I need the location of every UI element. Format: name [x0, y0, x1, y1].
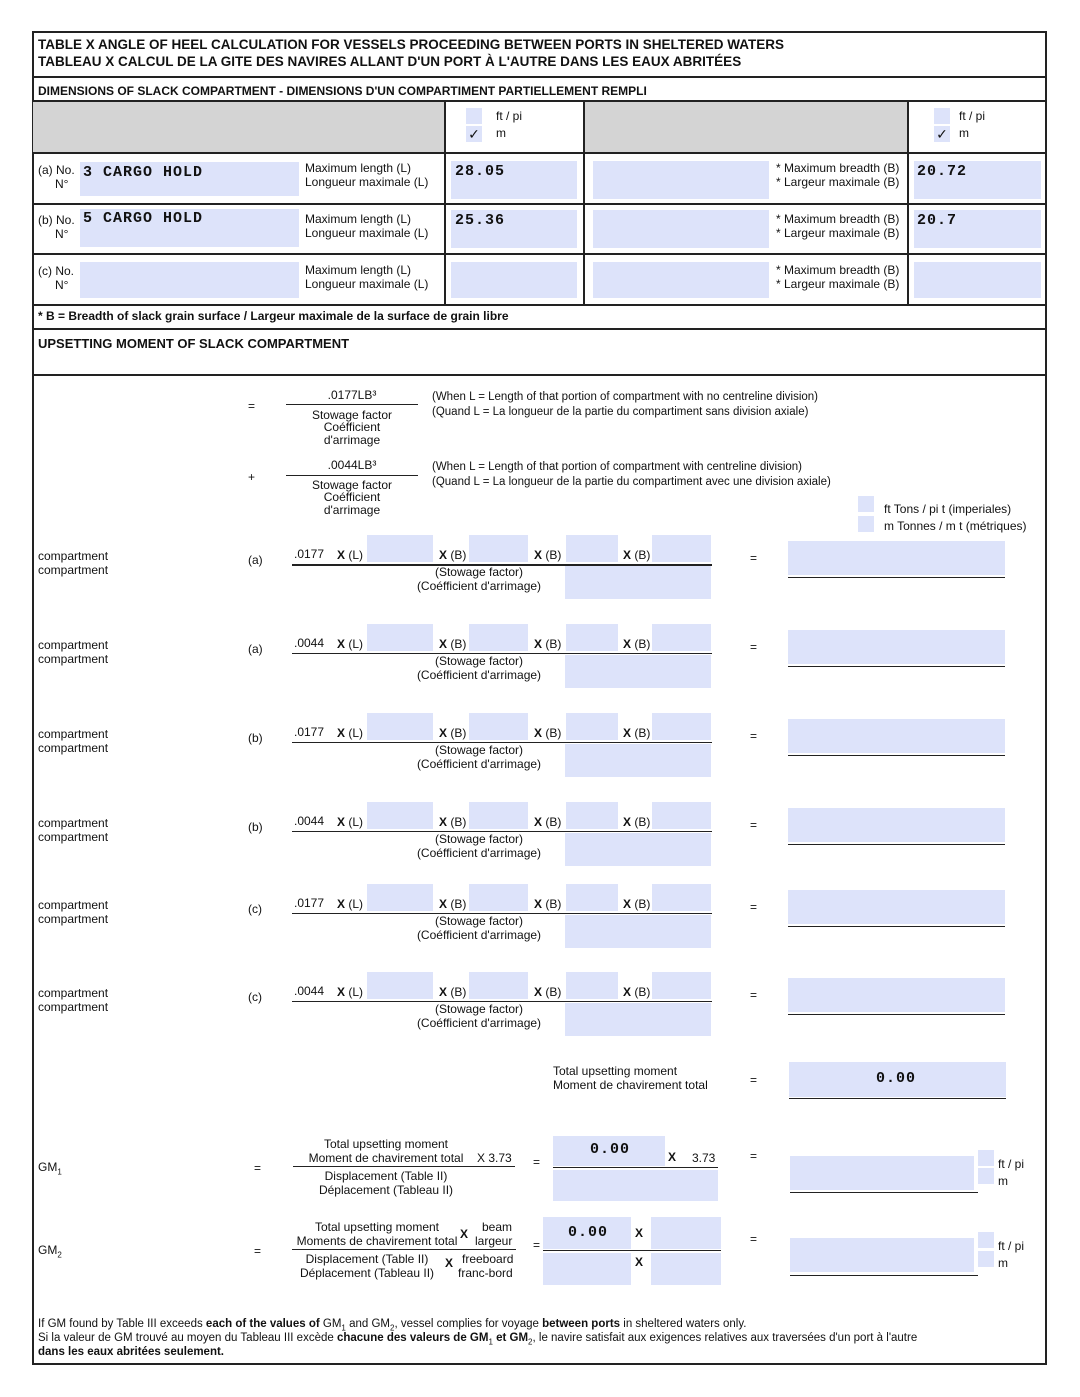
breadth-input[interactable] [566, 884, 618, 911]
max-length-label: Maximum length (L) [305, 161, 412, 175]
equals-sign: = [750, 988, 758, 1002]
compartment-no-value: 3 CARGO HOLD [83, 164, 204, 181]
equals-sign: = [750, 900, 758, 914]
length-input[interactable] [367, 624, 433, 651]
max-breadth-label-fr: * Largeur maximale (B) [776, 175, 900, 189]
max-length-label: Maximum length (L) [305, 212, 412, 226]
multiply-x: X [635, 1255, 644, 1269]
fraction-bar [292, 1249, 516, 1250]
length-field-c[interactable] [451, 262, 577, 298]
compartment-label: compartment [38, 549, 109, 563]
length-input[interactable] [367, 884, 433, 911]
breadth-input[interactable] [652, 713, 711, 740]
unit-m-label: m [959, 126, 969, 140]
length-input[interactable] [367, 972, 433, 999]
breadth-input[interactable] [469, 884, 528, 911]
unit-ft-label: ft / pi [959, 109, 986, 123]
breadth-input[interactable] [566, 972, 618, 999]
stowage-en: Stowage factor [311, 408, 393, 422]
breadth-input[interactable] [469, 713, 528, 740]
row-letter: (a) [248, 642, 263, 656]
x-b-label: X (B) [439, 637, 467, 651]
x-b-label: X (B) [534, 548, 562, 562]
equals-sign: = [533, 1238, 541, 1252]
equals-sign: = [750, 640, 758, 654]
gm-den-fr: Déplacement (Tableau II) [299, 1266, 435, 1280]
header-shade [585, 102, 907, 152]
footer-line2: Si la valeur de GM trouvé au moyen du Tableau III excède chacune des valeurs de $GM_1$ et $GM_2$, le navire satisfait aux exigences relatives aux traversées d'un port à l'autre [38, 1332, 918, 1347]
answer-line [788, 926, 1005, 927]
gm2-beam-field[interactable] [651, 1217, 721, 1249]
stowage-factor-label-fr: (Coéfficient d'arrimage) [416, 579, 542, 593]
multiply-x: X [445, 1256, 454, 1270]
answer-line [788, 844, 1005, 845]
note1-fr: (Quand L = La longueur de la partie du compartiment sans division axiale) [432, 406, 809, 418]
units-metric-label: m Tonnes / m t (métriques) [884, 519, 1027, 533]
stowage-factor-label: (Stowage factor) [434, 914, 524, 928]
stowage-factor-input[interactable] [565, 1003, 711, 1036]
compartment-label: compartment [38, 563, 109, 577]
breadth-input[interactable] [469, 972, 528, 999]
fraction-bar [286, 404, 418, 405]
coefficient: .0044 [294, 984, 325, 998]
stowage-factor-input[interactable] [565, 655, 711, 688]
row-letter: (b) [248, 731, 263, 745]
stowage-factor-label: (Stowage factor) [434, 565, 524, 579]
x-b-label: X (B) [534, 897, 562, 911]
row-letter: (b) [248, 820, 263, 834]
footer-line1: If GM found by Table III exceeds each of the values of $GM_1$ and $GM_2$, vessel complies for voyage between ports in sheltered waters only. [38, 1318, 747, 1333]
breadth-input[interactable] [566, 802, 618, 829]
row-no-fr: N° [55, 278, 69, 292]
gm2-unit-ft: ft / pi [998, 1239, 1025, 1253]
row-result-field[interactable] [788, 541, 1005, 575]
stowage-factor-label: (Stowage factor) [434, 743, 524, 757]
equals-sign: = [533, 1155, 541, 1169]
gm1-label: $GM_1$ [38, 1160, 62, 1177]
stowage-factor-label-fr: (Coéfficient d'arrimage) [416, 846, 542, 860]
compartment-label: compartment [38, 830, 109, 844]
max-length-label-fr: Longueur maximale (L) [305, 277, 429, 291]
equals-sign: = [254, 1244, 262, 1258]
breadth-field-c[interactable] [914, 262, 1041, 298]
extra-field-b[interactable] [593, 210, 769, 248]
x-b-label: X (B) [534, 637, 562, 651]
x-b-label: X (B) [623, 985, 651, 999]
gm-den-fr: Déplacement (Tableau II) [318, 1183, 454, 1197]
gm2-displacement-field[interactable] [543, 1253, 631, 1285]
stowage-en: Stowage factor [311, 478, 393, 492]
breadth-input[interactable] [566, 624, 618, 651]
breadth-input[interactable] [652, 802, 711, 829]
row-result-field[interactable] [788, 719, 1005, 753]
row-letter: (c) [248, 990, 262, 1004]
formula2-numerator: .0044LB³ [327, 458, 377, 472]
note2-en: (When L = Length of that portion of compartment with centreline division) [432, 461, 803, 473]
stowage-factor-label: (Stowage factor) [434, 654, 524, 668]
gm2-result-field[interactable] [790, 1238, 974, 1272]
coefficient: .0177 [294, 725, 325, 739]
gm-num-en: Total upsetting moment [314, 1220, 440, 1234]
title-en: TABLE X ANGLE OF HEEL CALCULATION FOR VESSELS PROCEEDING BETWEEN PORTS IN SHELTERED WATERS [38, 37, 785, 52]
footer-line3: dans les eaux abritées seulement. [38, 1346, 225, 1358]
gm2-unit-m: m [998, 1256, 1008, 1270]
breadth-input[interactable] [652, 535, 711, 562]
multiply-x: X [668, 1150, 677, 1164]
x-b-label: X (B) [534, 726, 562, 740]
beam-fr: largeur [475, 1234, 513, 1248]
dimensions-heading: DIMENSIONS OF SLACK COMPARTMENT - DIMENSIONS D'UN COMPARTIMENT PARTIELLEMENT REMPLI [38, 84, 647, 98]
divider [32, 374, 1047, 376]
max-breadth-label-fr: * Largeur maximale (B) [776, 277, 900, 291]
row-result-field[interactable] [788, 890, 1005, 924]
gm-num-fr: Moment de chavirement total [308, 1151, 464, 1165]
stowage-fr2: d'arrimage [323, 503, 381, 517]
x-3-73: X 3.73 [477, 1151, 512, 1165]
multiply-x: X [635, 1226, 644, 1240]
row-letter: (a) No. [38, 163, 75, 177]
compartment-label: compartment [38, 652, 109, 666]
compartment-no-field-c[interactable] [80, 262, 299, 298]
stowage-factor-label-fr: (Coéfficient d'arrimage) [416, 668, 542, 682]
breadth-value: 20.72 [917, 163, 968, 180]
x-b-label: X (B) [623, 637, 651, 651]
x-l-label: X (L) [337, 897, 364, 911]
equals-sign: = [750, 1073, 758, 1087]
fraction-bar [286, 475, 418, 476]
answer-line [789, 1098, 1006, 1099]
breadth-input[interactable] [652, 624, 711, 651]
freeboard-fr: franc-bord [458, 1266, 513, 1280]
divider [32, 152, 1047, 154]
freeboard-en: freeboard [462, 1252, 514, 1266]
max-breadth-label: * Maximum breadth (B) [776, 161, 900, 175]
answer-line [788, 577, 1005, 578]
stowage-fr1: Coéfficient [323, 490, 381, 504]
formula1-numerator: .0177LB³ [327, 388, 377, 402]
equals-sign: = [254, 1161, 262, 1175]
gm-den-en: Displacement (Table II) [324, 1169, 448, 1183]
footnote-b: * B = Breadth of slack grain surface / Largeur maximale de la surface de grain libre [38, 309, 509, 323]
answer-line [790, 1192, 978, 1193]
row-letter: (c) No. [38, 264, 75, 278]
length-input[interactable] [367, 802, 433, 829]
compartment-label: compartment [38, 1000, 109, 1014]
x-b-label: X (B) [534, 985, 562, 999]
compartment-label: compartment [38, 986, 109, 1000]
stowage-factor-label-fr: (Coéfficient d'arrimage) [416, 928, 542, 942]
note2-fr: (Quand L = La longueur de la partie du compartiment avec une division axiale) [432, 476, 831, 488]
multiply-x: X [460, 1227, 469, 1241]
fraction-bar [553, 1167, 718, 1168]
stowage-factor-label: (Stowage factor) [434, 1002, 524, 1016]
stowage-factor-input[interactable] [565, 833, 711, 866]
breadth-input[interactable] [652, 972, 711, 999]
fraction-bar [543, 1250, 721, 1251]
gm1-displacement-field[interactable] [553, 1170, 718, 1201]
x-b-label: X (B) [534, 815, 562, 829]
row-no-fr: N° [55, 227, 69, 241]
compartment-label: compartment [38, 727, 109, 741]
equals-sign: = [750, 551, 758, 565]
coefficient: .0177 [294, 547, 325, 561]
coefficient: .0044 [294, 636, 325, 650]
answer-line [790, 1275, 978, 1276]
equals-sign: = [750, 818, 758, 832]
length-value: 25.36 [455, 212, 506, 229]
row-letter: (a) [248, 553, 263, 567]
row-result-field[interactable] [788, 978, 1005, 1012]
max-length-label-fr: Longueur maximale (L) [305, 175, 429, 189]
stowage-factor-label: (Stowage factor) [434, 832, 524, 846]
x-b-label: X (B) [439, 897, 467, 911]
title-fr: TABLEAU X CALCUL DE LA GITE DES NAVIRES ALLANT D'UN PORT À L'AUTRE DANS LES EAUX ABRITÉES [38, 54, 742, 69]
header-shade [33, 102, 444, 152]
divider [32, 76, 1047, 78]
x-l-label: X (L) [337, 637, 364, 651]
plus-sign: + [248, 470, 256, 484]
compartment-label: compartment [38, 638, 109, 652]
length-input[interactable] [367, 713, 433, 740]
stowage-fr1: Coéfficient [323, 420, 381, 434]
breadth-input[interactable] [566, 535, 618, 562]
breadth-input[interactable] [469, 624, 528, 651]
x-b-label: X (B) [623, 897, 651, 911]
gm1-numerator-value: 0.00 [590, 1141, 631, 1158]
x-b-label: X (B) [623, 815, 651, 829]
divider [32, 253, 1047, 255]
x-l-label: X (L) [337, 548, 364, 562]
gm2-label: $GM_2$ [38, 1243, 62, 1260]
units-metric-checkbox[interactable] [858, 516, 874, 532]
units-imperial-label: ft Tons / pi t (imperiales) [884, 502, 1012, 516]
gm-num-fr: Moments de chavirement total [296, 1234, 458, 1248]
stowage-factor-input[interactable] [565, 915, 711, 948]
x-l-label: X (L) [337, 815, 364, 829]
gm1-unit-ft-checkbox[interactable] [978, 1150, 994, 1166]
gm2-freeboard-field[interactable] [651, 1253, 721, 1285]
unit-ft-checkbox-length[interactable] [466, 108, 482, 124]
gm1-result-field[interactable] [790, 1156, 974, 1190]
divider [32, 328, 1047, 330]
x-b-label: X (B) [439, 726, 467, 740]
upsetting-heading: UPSETTING MOMENT OF SLACK COMPARTMENT [38, 336, 350, 351]
stowage-factor-input[interactable] [565, 566, 711, 599]
breadth-input[interactable] [652, 884, 711, 911]
x-b-label: X (B) [439, 985, 467, 999]
fraction-bar [293, 1166, 515, 1167]
divider [32, 304, 1047, 306]
gm-num-en: Total upsetting moment [323, 1137, 449, 1151]
gm1-unit-m-checkbox[interactable] [978, 1168, 994, 1184]
beam-en: beam [482, 1220, 513, 1234]
unit-m-label: m [496, 126, 506, 140]
equals-sign: = [248, 399, 256, 413]
row-result-field[interactable] [788, 808, 1005, 842]
coefficient: .0177 [294, 896, 325, 910]
total-label-fr: Moment de chavirement total [553, 1078, 708, 1092]
row-no-fr: N° [55, 177, 69, 191]
extra-field-a[interactable] [593, 161, 769, 199]
x-l-label: X (L) [337, 726, 364, 740]
breadth-input[interactable] [566, 713, 618, 740]
breadth-input[interactable] [469, 535, 528, 562]
coefficient: .0044 [294, 814, 325, 828]
row-letter: (b) No. [38, 213, 75, 227]
total-upsetting-moment-value: 0.00 [876, 1070, 917, 1087]
stowage-factor-input[interactable] [565, 744, 711, 777]
max-breadth-label: * Maximum breadth (B) [776, 212, 900, 226]
unit-m-checkbox-length[interactable]: ✓ [466, 126, 482, 142]
gm1-unit-ft: ft / pi [998, 1157, 1025, 1171]
row-result-field[interactable] [788, 630, 1005, 664]
row-letter: (c) [248, 902, 262, 916]
length-value: 28.05 [455, 163, 506, 180]
gm1-unit-m: m [998, 1174, 1008, 1188]
max-breadth-label: * Maximum breadth (B) [776, 263, 900, 277]
equals-sign: = [750, 1232, 758, 1246]
x-l-label: X (L) [337, 985, 364, 999]
answer-line [788, 755, 1005, 756]
x-b-label: X (B) [623, 726, 651, 740]
note1-en: (When L = Length of that portion of compartment with no centreline division) [432, 391, 818, 403]
compartment-label: compartment [38, 898, 109, 912]
breadth-input[interactable] [469, 802, 528, 829]
compartment-label: compartment [38, 816, 109, 830]
gm2-numerator-value: 0.00 [568, 1224, 609, 1241]
breadth-value: 20.7 [917, 212, 958, 229]
x-b-label: X (B) [439, 815, 467, 829]
compartment-label: compartment [38, 912, 109, 926]
compartment-label: compartment [38, 741, 109, 755]
unit-m-checkbox-breadth[interactable]: ✓ [934, 126, 950, 142]
equals-sign: = [750, 1149, 758, 1163]
gm-den-en: Displacement (Table II) [305, 1252, 429, 1266]
gm2-unit-ft-checkbox[interactable] [978, 1232, 994, 1248]
stowage-factor-label-fr: (Coéfficient d'arrimage) [416, 1016, 542, 1030]
length-input[interactable] [367, 535, 433, 562]
unit-ft-checkbox-breadth[interactable] [934, 108, 950, 124]
extra-field-c[interactable] [593, 262, 769, 298]
max-length-label: Maximum length (L) [305, 263, 412, 277]
answer-line [788, 666, 1005, 667]
stowage-fr2: d'arrimage [323, 433, 381, 447]
factor: 3.73 [692, 1151, 716, 1165]
gm2-unit-m-checkbox[interactable] [978, 1251, 994, 1267]
total-label-en: Total upsetting moment [553, 1064, 678, 1078]
x-b-label: X (B) [439, 548, 467, 562]
x-b-label: X (B) [623, 548, 651, 562]
answer-line [788, 1014, 1005, 1015]
compartment-no-value: 5 CARGO HOLD [83, 210, 204, 227]
max-breadth-label-fr: * Largeur maximale (B) [776, 226, 900, 240]
units-imperial-checkbox[interactable] [858, 496, 874, 512]
equals-sign: = [750, 729, 758, 743]
unit-ft-label: ft / pi [496, 109, 523, 123]
max-length-label-fr: Longueur maximale (L) [305, 226, 429, 240]
stowage-factor-label-fr: (Coéfficient d'arrimage) [416, 757, 542, 771]
divider [32, 203, 1047, 205]
